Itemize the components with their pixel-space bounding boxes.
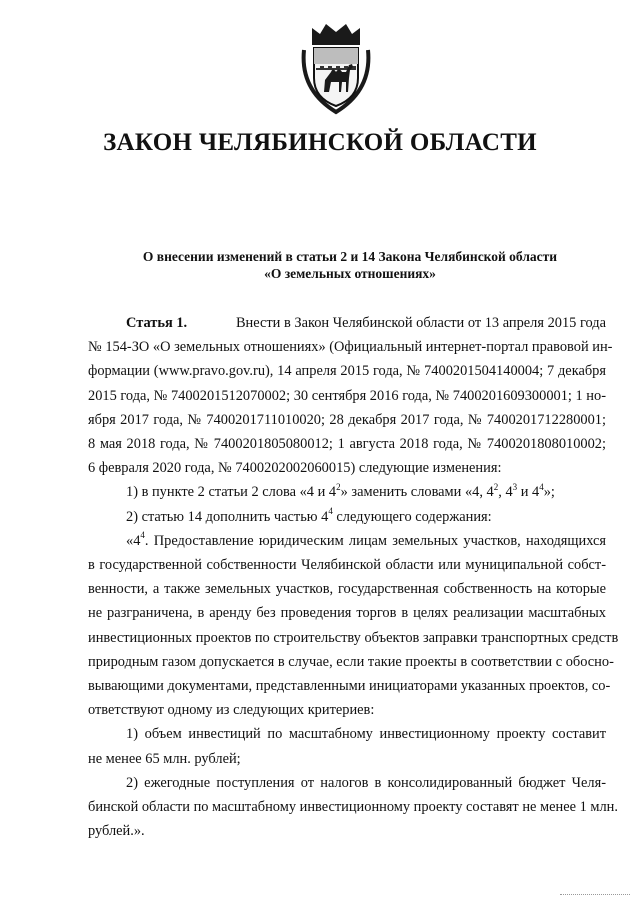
criterion-2-line-3: рублей.». <box>88 823 145 840</box>
law-subject <box>60 248 640 282</box>
article-text-line-1: № 154-ЗО «О земельных отношениях» (Официальный интернет-портал правовой ин- <box>88 339 613 356</box>
article-text-line-0: Внести в Закон Челябинской области от 13 апреля 2015 года <box>235 315 606 331</box>
article-text-line-2: формации (www.pravo.gov.ru), 14 апреля 2015 года, № 7400201504140004; 7 декабря <box>88 363 606 380</box>
amendment-item-1: 1) в пункте 2 статьи 2 слова «4 и $4^2$» заменить словами «4, $4^2$, $4^3$ и $4^4$»; <box>126 481 555 501</box>
criterion-2-line-1: 2) ежегодные поступления от налогов в консолидированный бюджет Челя- <box>126 774 606 791</box>
article-label: Статья 1. <box>126 315 188 331</box>
quoted-line-4: природным газом допускается в случае, если такие проекты в соответствии с обосно- <box>88 653 614 670</box>
amendment-item-2: 2) статью 14 дополнить частью $4^4$ следующего содержания: <box>126 505 492 525</box>
article-text-line-3: 2015 года, № 7400201512070002; 30 сентября 2016 года, № 7400201609300001; 1 но- <box>88 387 606 404</box>
article-text-line-5: 8 мая 2018 года, № 7400201805080012; 1 августа 2018 года, № 7400201808010002; <box>88 436 606 453</box>
article-body <box>88 311 619 843</box>
criterion-1-line-2: не менее 65 млн. рублей; <box>88 750 241 767</box>
quoted-line-2: не разграничена, в аренду без проведения торгов в целях реализации масштабных <box>88 605 606 622</box>
criterion-1-line-1: 1) объем инвестиций по масштабному инвестиционному проекту составит <box>126 726 606 743</box>
criterion-2-line-2: бинской области по масштабному инвестиционному проекту составят не менее 1 млн. <box>88 799 618 816</box>
article-first-line <box>88 311 606 335</box>
quoted-line-3: инвестиционных проектов по строительству объектов заправки транспортных средств <box>88 629 619 646</box>
quoted-line-1: венности, а также земельных участков, государственная собственность на которые <box>88 581 606 598</box>
subject-line-2: «О земельных отношениях» <box>264 266 436 281</box>
quoted-line-0: в государственной собственности Челябинской области или муниципальной собст- <box>88 557 606 574</box>
quoted-line-6: ответствуют одному из следующих критериев: <box>88 702 375 719</box>
footer-dotted-mark <box>560 894 630 895</box>
article-text-line-6: 6 февраля 2020 года, № 7400202002060015) следующие изменения: <box>88 460 502 477</box>
subject-line-1: О внесении изменений в статьи 2 и 14 Закона Челябинской области <box>142 249 558 264</box>
article-text-line-4: ября 2017 года, № 7400201711010020; 28 декабря 2017 года, № 7400201712280001; <box>88 411 606 428</box>
chelyabinsk-coat-of-arms-icon <box>298 20 374 116</box>
quoted-part-first-line: «$4^4$. Предоставление юридическим лицам земельных участков, находящихся <box>126 530 606 549</box>
quoted-line-5: вывающими документами, представленными инициаторами указанных проектов, со- <box>88 678 611 695</box>
law-title: ЗАКОН ЧЕЛЯБИНСКОЙ ОБЛАСТИ <box>103 129 537 156</box>
